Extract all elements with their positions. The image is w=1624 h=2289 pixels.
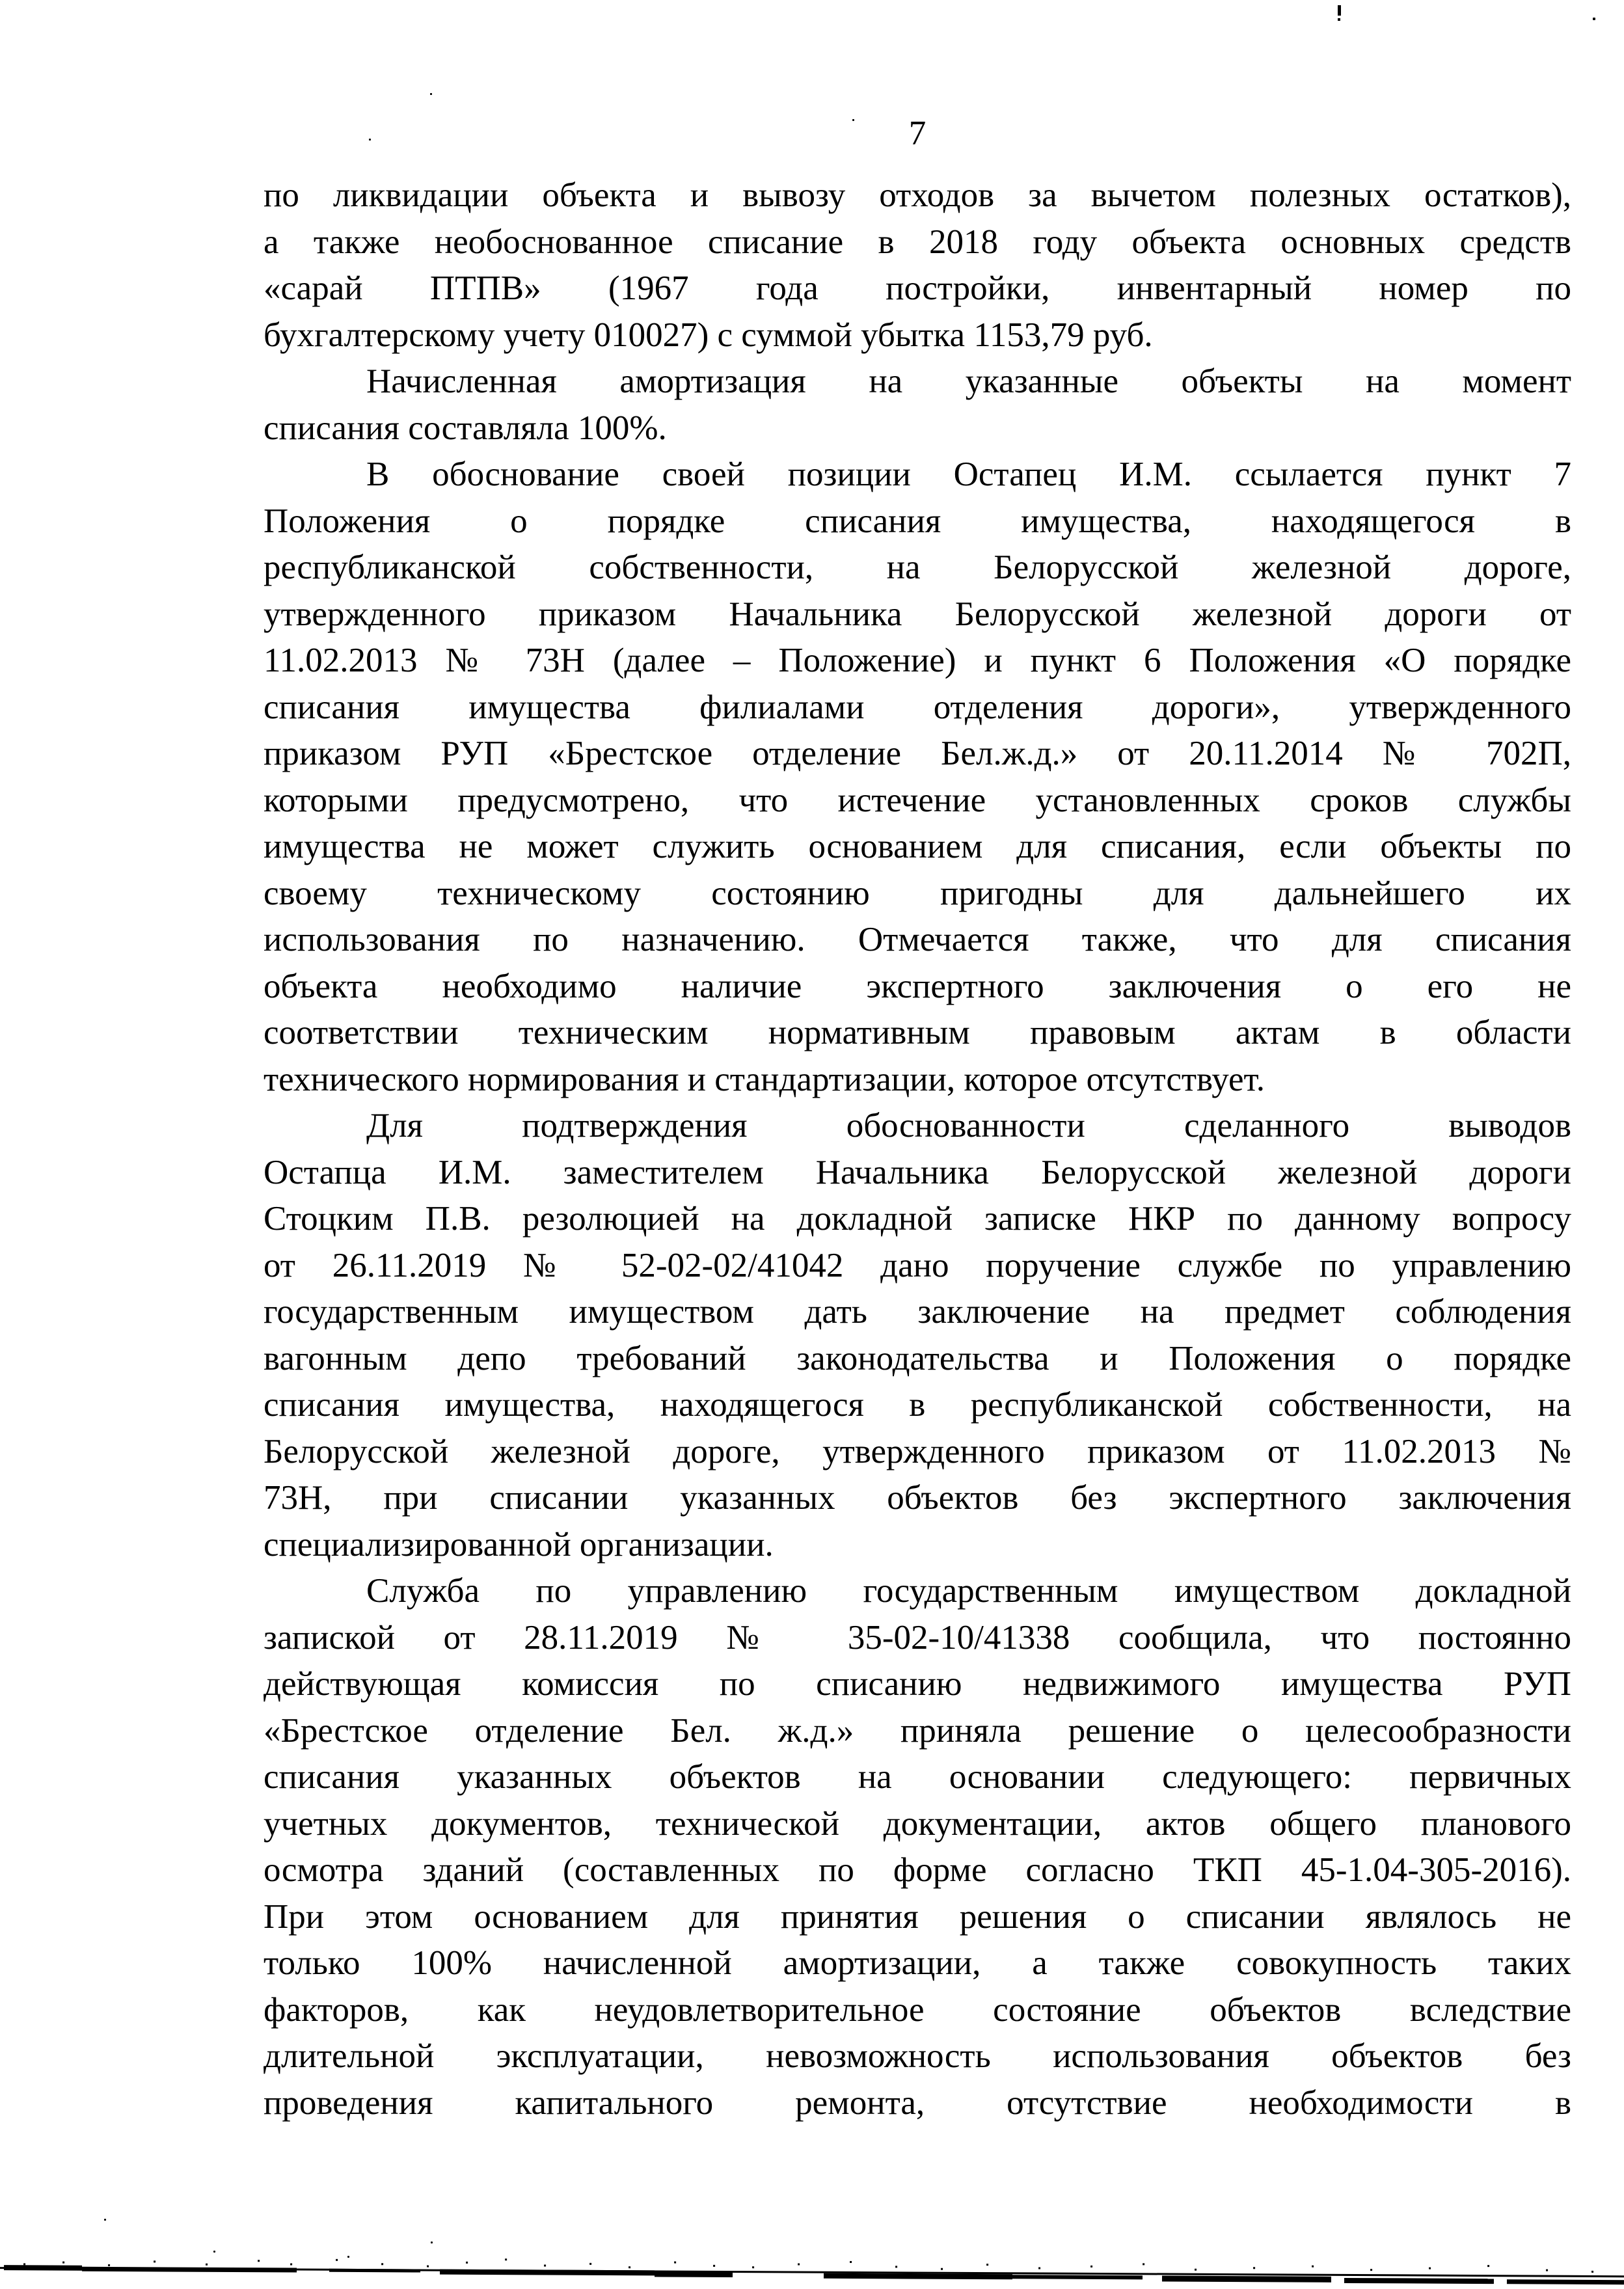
document-body bbox=[264, 172, 1571, 2126]
scan-speck-dot-icon bbox=[1338, 18, 1340, 21]
text-line: Остапца И.М. заместителем Начальника Белорусской железной дороги bbox=[264, 1153, 1571, 1191]
bottom-band-segment bbox=[82, 2267, 297, 2273]
text-line: объекта необходимо наличие экспертного заключения о его не bbox=[264, 967, 1571, 1005]
text-line: Служба по управлению государственным имуществом докладной bbox=[366, 1572, 1571, 1610]
text-line: «Брестское отделение Бел. ж.д.» приняла решение о целесообразности bbox=[264, 1711, 1571, 1750]
text-line: осмотра зданий (составленных по форме согласно ТКП 45-1.04-305-2016). bbox=[264, 1851, 1571, 1889]
scan-speck-icon bbox=[213, 2251, 215, 2253]
text-line: утвержденного приказом Начальника Белорусской железной дороги от bbox=[264, 595, 1571, 633]
bottom-band-segment bbox=[655, 2271, 733, 2277]
text-line: Стоцким П.В. резолюцией на докладной записке НКР по данному вопросу bbox=[264, 1200, 1571, 1238]
text-line: проведения капитального ремонта, отсутствие необходимости в bbox=[264, 2083, 1571, 2122]
text-line: республиканской собственности, на Белорусской железной дороге, bbox=[264, 549, 1571, 586]
bottom-band-segment bbox=[329, 2269, 420, 2273]
text-line: приказом РУП «Брестское отделение Бел.ж.д.» от 20.11.2014 № 702П, bbox=[264, 735, 1571, 772]
text-line: В обоснование своей позиции Остапец И.М. ссылается пункт 7 bbox=[366, 455, 1571, 493]
scan-speck-icon bbox=[852, 119, 854, 121]
text-line: длительной эксплуатации, невозможность использования объектов без bbox=[264, 2037, 1571, 2075]
paragraph bbox=[264, 452, 1571, 1103]
page-number: 7 bbox=[908, 115, 927, 152]
bottom-band-segment bbox=[1344, 2278, 1494, 2284]
text-line: специализированной организации. bbox=[264, 1525, 774, 1564]
text-line: которыми предусмотрено, что истечение установленных сроков службы bbox=[264, 781, 1571, 819]
text-line: вагонным депо требований законодательства и Положения о порядке bbox=[264, 1339, 1571, 1377]
text-line: Белорусской железной дороге, утвержденного приказом от 11.02.2013 № bbox=[264, 1432, 1571, 1470]
text-line: 11.02.2013 № 73Н (далее – Положение) и пункт 6 Положения «О порядке bbox=[264, 642, 1571, 679]
text-line: соответствии техническим нормативным правовым актам в области bbox=[264, 1014, 1571, 1051]
text-line: действующая комиссия по списанию недвижимого имущества РУП bbox=[264, 1665, 1571, 1703]
text-line: При этом основанием для принятия решения о списании являлось не bbox=[264, 1897, 1571, 1936]
text-line: государственным имуществом дать заключение на предмет соблюдения bbox=[264, 1293, 1571, 1331]
text-line: своему техническому состоянию пригодны для дальнейшего их bbox=[264, 874, 1571, 912]
bottom-band-segment bbox=[4, 2265, 82, 2271]
text-line: от 26.11.2019 № 52-02-02/41042 дано поручение службе по управлению bbox=[264, 1246, 1571, 1284]
bottom-band-segment bbox=[440, 2269, 655, 2276]
text-line: технического нормирования и стандартизации, которое отсутствует. bbox=[264, 1060, 1265, 1098]
scan-speck-mark-icon bbox=[1338, 5, 1341, 16]
paragraph bbox=[264, 1568, 1571, 2126]
text-line: только 100% начисленной амортизации, а также совокупность таких bbox=[264, 1944, 1571, 1982]
scan-speck-icon bbox=[369, 139, 371, 141]
scan-speck-icon bbox=[347, 2256, 349, 2258]
text-line: факторов, как неудовлетворительное состояние объектов вследствие bbox=[264, 1990, 1571, 2029]
scan-speck-icon bbox=[430, 93, 432, 95]
text-line: списания имущества филиалами отделения дороги», утвержденного bbox=[264, 688, 1571, 726]
text-line: 73Н, при списании указанных объектов без экспертного заключения bbox=[264, 1479, 1571, 1517]
scan-artifact-bottom-band bbox=[0, 2265, 1624, 2289]
text-line: а также необоснованное списание в 2018 году объекта основных средств bbox=[264, 223, 1571, 261]
text-line: запиской от 28.11.2019 № 35-02-10/41338 сообщила, что постоянно bbox=[264, 1618, 1571, 1657]
text-line: по ликвидации объекта и вывозу отходов за вычетом полезных остатков), bbox=[264, 176, 1571, 214]
paragraph bbox=[264, 359, 1571, 452]
text-line: «сарай ПТПВ» (1967 года постройки, инвентарный номер по bbox=[264, 269, 1571, 307]
bottom-band-segment bbox=[824, 2273, 1012, 2280]
bottom-band-segment bbox=[1507, 2279, 1624, 2284]
text-line: имущества не может служить основанием для списания, если объекты по bbox=[264, 828, 1571, 865]
text-line: списания имущества, находящегося в республиканской собственности, на bbox=[264, 1386, 1571, 1424]
text-line: использования по назначению. Отмечается также, что для списания bbox=[264, 921, 1571, 958]
text-line: бухгалтерскому учету 010027) с суммой убытка 1153,79 руб. bbox=[264, 316, 1153, 354]
text-line: Начисленная амортизация на указанные объекты на момент bbox=[366, 362, 1571, 400]
paragraph bbox=[264, 1103, 1571, 1568]
text-line: списания составляла 100%. bbox=[264, 409, 667, 447]
text-line: списания указанных объектов на основании следующего: первичных bbox=[264, 1758, 1571, 1796]
scan-speck-icon bbox=[431, 2242, 433, 2243]
text-line: Положения о порядке списания имущества, находящегося в bbox=[264, 502, 1571, 540]
scan-speck-icon bbox=[104, 2219, 106, 2221]
bottom-band-segment bbox=[1012, 2275, 1143, 2279]
text-line: Для подтверждения обоснованности сделанного выводов bbox=[366, 1107, 1571, 1144]
scan-speck-icon bbox=[1593, 18, 1595, 20]
bottom-band-segment bbox=[1162, 2275, 1331, 2282]
text-line: учетных документов, технической документации, актов общего планового bbox=[264, 1804, 1571, 1843]
paragraph bbox=[264, 172, 1571, 359]
